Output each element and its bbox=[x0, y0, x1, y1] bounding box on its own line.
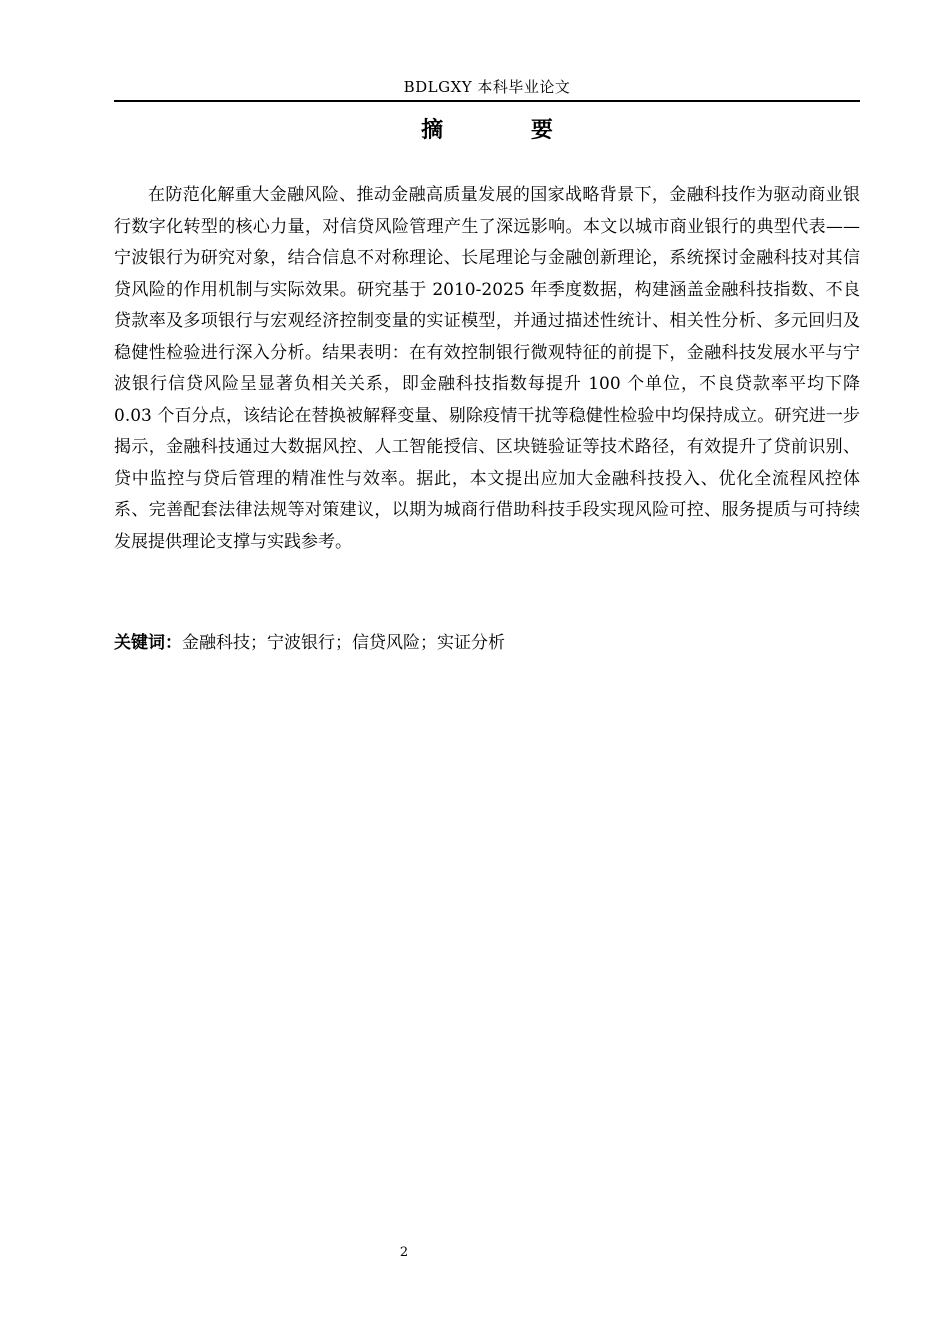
abstract-title: 摘 要 bbox=[421, 118, 593, 143]
abstract-paragraph: 在防范化解重大金融风险、推动金融高质量发展的国家战略背景下，金融科技作为驱动商业银行数字化转型的核心力量，对信贷风险管理产生了深远影响。本文以城市商业银行的典型代表——宁波银行为研究对象，结合信息不对称理论、长尾理论与金融创新理论，系统探讨金融科技对其信贷风险的作用机制与实际效果。研究基于 2010-2025 年季度数据，构建涵盖金融科技指数、不良贷款率及多项银行与宏观经济控制变量的实证模型，并通过描述性统计、相关性分析、多元回归及稳健性检验进行深入分析。结果表明：在有效控制银行微观特征的前提下，金融科技发展水平与宁波银行信贷风险呈显著负相关关系，即金融科技指数每提升 100 个单位，不良贷款率平均下降 0.03 个百分点，该结论在替换被解释变量、剔除疫情干扰等稳健性检验中均保持成立。研究进一步揭示，金融科技通过大数据风控、人工智能授信、区块链验证等技术路径，有效提升了贷前识别、贷中监控与贷后管理的精准性与效率。据此，本文提出应加大金融科技投入、优化全流程风控体系、完善配套法律法规等对策建议，以期为城商行借助科技手段实现风险可控、服务提质与可持续发展提供理论支撑与实践参考。 bbox=[114, 185, 860, 552]
page-number: 2 bbox=[399, 1245, 409, 1260]
keywords-text: 金融科技；宁波银行；信贷风险；实证分析 bbox=[182, 633, 505, 653]
keywords-line bbox=[114, 628, 860, 658]
running-header: BDLGXY 本科毕业论文 bbox=[403, 78, 571, 96]
keywords-label: 关键词： bbox=[114, 633, 182, 653]
header-rule bbox=[114, 100, 860, 102]
